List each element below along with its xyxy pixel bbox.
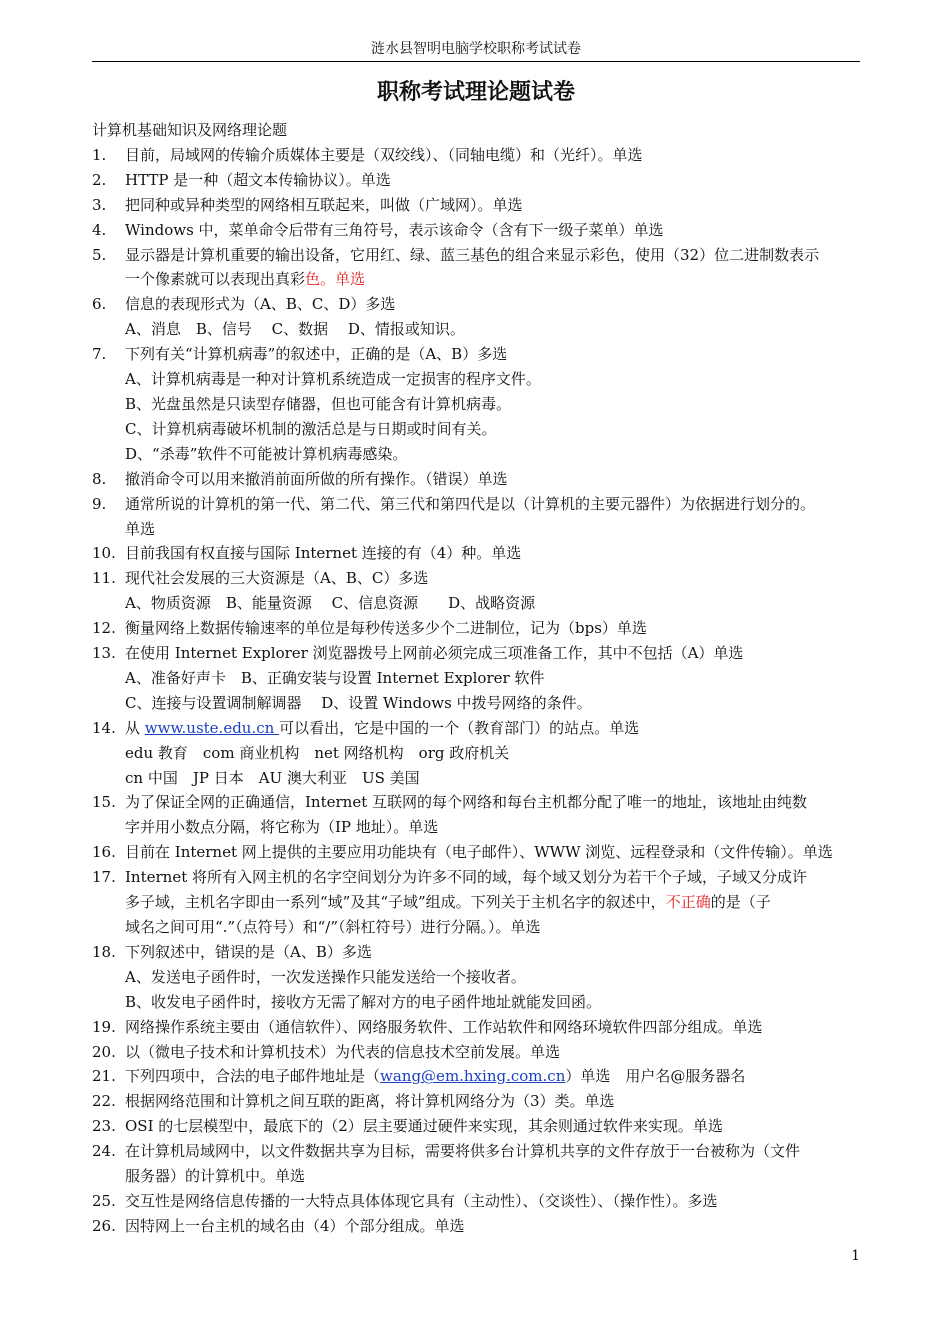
question-number: 13. xyxy=(92,644,116,663)
question-text: 以（微电子技术和计算机技术）为代表的信息技术空前发展。单选 xyxy=(125,1042,561,1061)
question-line xyxy=(125,666,872,691)
question-line xyxy=(125,1114,872,1139)
hyperlink[interactable]: wang@em.hxing.com.cn xyxy=(380,1067,566,1086)
question-text: 从 xyxy=(125,718,145,737)
question-text: 撤消命令可以用来撤消前面所做的所有操作。（错误）单选 xyxy=(125,469,508,488)
question-item xyxy=(92,1139,872,1189)
question-text: 交互性是网络信息传播的一大特点具体体现它具有（主动性）、（交谈性）、（操作性）。多选 xyxy=(125,1191,718,1210)
question-line xyxy=(125,392,872,417)
question-item xyxy=(92,840,872,865)
question-text: C、连接与设置调制解调器 D、设置 Windows 中拨号网络的条件。 xyxy=(125,693,592,712)
question-line xyxy=(125,367,872,392)
question-number: 11. xyxy=(92,569,116,588)
question-item xyxy=(92,541,872,566)
question-item xyxy=(92,143,872,168)
question-text: 网络操作系统主要由（通信软件）、网络服务软件、工作站软件和网络环境软件四部分组成。单选 xyxy=(125,1017,763,1036)
question-item xyxy=(92,1214,872,1239)
question-line xyxy=(125,168,872,193)
question-line xyxy=(125,492,872,517)
question-number: 22. xyxy=(92,1092,116,1111)
question-line xyxy=(125,467,872,492)
question-text: A、消息 B、信号 C、数据 D、情报或知识。 xyxy=(125,320,465,339)
question-item xyxy=(92,790,872,840)
question-number: 3. xyxy=(92,195,107,214)
question-text: 下列四项中，合法的电子邮件地址是（ xyxy=(125,1067,381,1086)
question-number: 6. xyxy=(92,295,107,314)
question-item xyxy=(92,865,872,940)
question-item xyxy=(92,940,872,1015)
question-line xyxy=(125,766,872,791)
question-text: 通常所说的计算机的第一代、第二代、第三代和第四代是以（计算机的主要元器件）为依据进行划分的。 xyxy=(125,494,816,513)
question-line xyxy=(125,267,872,292)
question-number: 9. xyxy=(92,494,107,513)
highlighted-text: 不正确 xyxy=(665,893,711,912)
question-text: 为了保证全网的正确通信，Internet 互联网的每个网络和每台主机都分配了唯一的地址，该地址由纯数 xyxy=(125,793,807,812)
question-line xyxy=(125,193,872,218)
question-text: C、计算机病毒破坏机制的激活总是与日期或时间有关。 xyxy=(125,419,497,438)
question-number: 10. xyxy=(92,544,116,563)
question-item xyxy=(92,1114,872,1139)
question-item xyxy=(92,1064,872,1089)
question-item xyxy=(92,218,872,243)
highlighted-text: 色。单选 xyxy=(305,270,366,289)
question-text: 域名之间可用“.”（点符号）和“/”（斜杠符号）进行分隔。）。单选 xyxy=(125,918,541,936)
question-line xyxy=(125,541,872,566)
question-number: 23. xyxy=(92,1117,116,1136)
question-line xyxy=(125,517,872,542)
question-text: Windows 中，菜单命令后带有三角符号，表示该命令（含有下一级子菜单）单选 xyxy=(125,220,664,239)
question-item xyxy=(92,243,872,293)
question-line xyxy=(125,716,872,741)
question-line xyxy=(125,442,872,467)
question-list xyxy=(92,118,872,1239)
question-number: 25. xyxy=(92,1191,116,1210)
question-line xyxy=(125,890,872,915)
question-text: A、发送电子函件时，一次发送操作只能发送给一个接收者。 xyxy=(125,967,526,986)
hyperlink[interactable]: www.uste.edu.cn xyxy=(144,718,280,737)
question-number: 12. xyxy=(92,619,116,638)
question-line xyxy=(125,243,872,268)
question-number: 15. xyxy=(92,793,116,812)
question-number: 17. xyxy=(92,868,116,887)
question-text: 显示器是计算机重要的输出设备，它用红、绿、蓝三基色的组合来显示彩色，使用（32）位二进制数表示 xyxy=(125,245,820,264)
question-number: 5. xyxy=(92,245,107,264)
question-line xyxy=(125,1040,872,1065)
question-text: A、计算机病毒是一种对计算机系统造成一定损害的程序文件。 xyxy=(125,370,541,389)
question-line xyxy=(125,1015,872,1040)
question-text: 目前我国有权直接与国际 Internet 连接的有（4）种。单选 xyxy=(125,544,522,563)
question-line xyxy=(125,342,872,367)
question-number: 1. xyxy=(92,145,107,164)
question-text: 因特网上一台主机的域名由（4）个部分组成。单选 xyxy=(125,1216,465,1235)
question-text: 在使用 Internet Explorer 浏览器拨号上网前必须完成三项准备工作，其中不包括（A）单选 xyxy=(125,644,744,663)
question-item xyxy=(92,1040,872,1065)
section-heading: 计算机基础知识及网络理论题 xyxy=(92,121,288,139)
question-number: 4. xyxy=(92,220,107,239)
question-text: 现代社会发展的三大资源是（A、B、C）多选 xyxy=(125,569,429,588)
question-item xyxy=(92,641,872,716)
question-text: 字并用小数点分隔，将它称为（IP 地址）。单选 xyxy=(125,818,439,837)
question-text: 把同种或异种类型的网络相互联起来，叫做（广域网）。单选 xyxy=(125,195,523,214)
question-text: 服务器）的计算机中。单选 xyxy=(125,1167,306,1186)
question-item xyxy=(92,1015,872,1040)
question-line xyxy=(125,1064,872,1089)
question-number: 7. xyxy=(92,345,107,364)
question-text: 目前在 Internet 网上提供的主要应用功能块有（电子邮件）、WWW 浏览、远程登录和（文件传输）。单选 xyxy=(125,843,833,862)
question-line xyxy=(125,940,872,965)
header-rule xyxy=(92,61,860,62)
question-text: B、收发电子函件时，接收方无需了解对方的电子函件地址就能发回函。 xyxy=(125,992,602,1011)
question-text: 下列有关“计算机病毒”的叙述中，正确的是（A、B）多选 xyxy=(125,345,508,364)
question-item xyxy=(92,1089,872,1114)
question-line xyxy=(125,218,872,243)
question-text: HTTP 是一种（超文本传输协议）。单选 xyxy=(125,170,391,189)
question-line xyxy=(125,566,872,591)
question-text: cn 中国 JP 日本 AU 澳大利亚 US 美国 xyxy=(125,768,420,787)
question-item xyxy=(92,492,872,542)
question-number: 2. xyxy=(92,170,107,189)
question-item xyxy=(92,467,872,492)
question-item xyxy=(92,193,872,218)
question-number: 8. xyxy=(92,469,107,488)
question-text: 的是（子 xyxy=(710,893,771,912)
page-number: 1 xyxy=(851,1248,860,1264)
question-line xyxy=(125,1164,872,1189)
question-line xyxy=(125,591,872,616)
question-line xyxy=(125,741,872,766)
question-text: 衡量网络上数据传输速率的单位是每秒传送多少个二进制位，记为（bps）单选 xyxy=(125,619,647,638)
question-line xyxy=(125,1214,872,1239)
question-line xyxy=(125,815,872,840)
question-text: B、光盘虽然是只读型存储器，但也可能含有计算机病毒。 xyxy=(125,394,512,413)
question-text: 根据网络范围和计算机之间互联的距离，将计算机网络分为（3）类。单选 xyxy=(125,1092,615,1111)
page-header: 涟水县智明电脑学校职称考试试卷 xyxy=(371,41,581,57)
question-text: edu 教育 com 商业机构 net 网络机构 org 政府机关 xyxy=(125,743,510,762)
question-text: 可以看出，它是中国的一个（教育部门）的站点。单选 xyxy=(279,718,640,737)
question-line xyxy=(125,790,872,815)
questions-container xyxy=(92,143,872,1239)
question-item xyxy=(92,616,872,641)
question-item xyxy=(92,1189,872,1214)
question-item xyxy=(92,716,872,791)
question-line xyxy=(125,691,872,716)
question-line xyxy=(125,915,872,940)
question-line xyxy=(125,317,872,342)
question-text: 一个像素就可以表现出真彩 xyxy=(125,270,306,289)
question-number: 16. xyxy=(92,843,116,862)
question-line xyxy=(125,143,872,168)
question-line xyxy=(125,865,872,890)
question-text: 在计算机局域网中，以文件数据共享为目标，需要将供多台计算机共享的文件存放于一台被称为（文件 xyxy=(125,1142,801,1161)
question-line xyxy=(125,417,872,442)
question-item xyxy=(92,566,872,616)
question-line xyxy=(125,292,872,317)
question-line xyxy=(125,641,872,666)
question-number: 20. xyxy=(92,1042,116,1061)
question-text: ）单选 用户名@服务器名 xyxy=(565,1067,746,1086)
question-line xyxy=(125,990,872,1015)
question-item xyxy=(92,292,872,342)
question-number: 21. xyxy=(92,1067,116,1086)
question-number: 18. xyxy=(92,942,116,961)
question-text: A、物质资源 B、能量资源 C、信息资源 D、战略资源 xyxy=(125,594,536,613)
question-item xyxy=(92,168,872,193)
question-number: 14. xyxy=(92,718,116,737)
question-number: 24. xyxy=(92,1142,116,1161)
question-text: 多子域，主机名字即由一系列“域”及其“子域”组成。下列关于主机名字的叙述中， xyxy=(125,893,666,912)
document-title: 职称考试理论题试卷 xyxy=(376,80,575,105)
question-item xyxy=(92,342,872,467)
question-line xyxy=(125,1139,872,1164)
question-number: 26. xyxy=(92,1216,116,1235)
question-text: OSI 的七层模型中，最底下的（2）层主要通过硬件来实现，其余则通过软件来实现。单选 xyxy=(125,1117,723,1136)
question-line xyxy=(125,1089,872,1114)
question-line xyxy=(125,616,872,641)
question-text: 下列叙述中，错误的是（A、B）多选 xyxy=(125,942,372,961)
question-line xyxy=(125,965,872,990)
question-line xyxy=(125,1189,872,1214)
question-text: 单选 xyxy=(125,519,156,538)
question-number: 19. xyxy=(92,1017,116,1036)
question-line xyxy=(125,840,872,865)
question-text: A、准备好声卡 B、正确安装与设置 Internet Explorer 软件 xyxy=(125,668,545,687)
question-text: Internet 将所有入网主机的名字空间划分为许多不同的域，每个域又划分为若干个子域，子域又分成许 xyxy=(125,868,807,887)
question-text: 信息的表现形式为（A、B、C、D）多选 xyxy=(125,295,396,314)
question-text: 目前，局域网的传输介质媒体主要是（双绞线）、（同轴电缆）和（光纤）。单选 xyxy=(125,145,643,164)
question-text: D、“杀毒”软件不可能被计算机病毒感染。 xyxy=(125,444,408,463)
